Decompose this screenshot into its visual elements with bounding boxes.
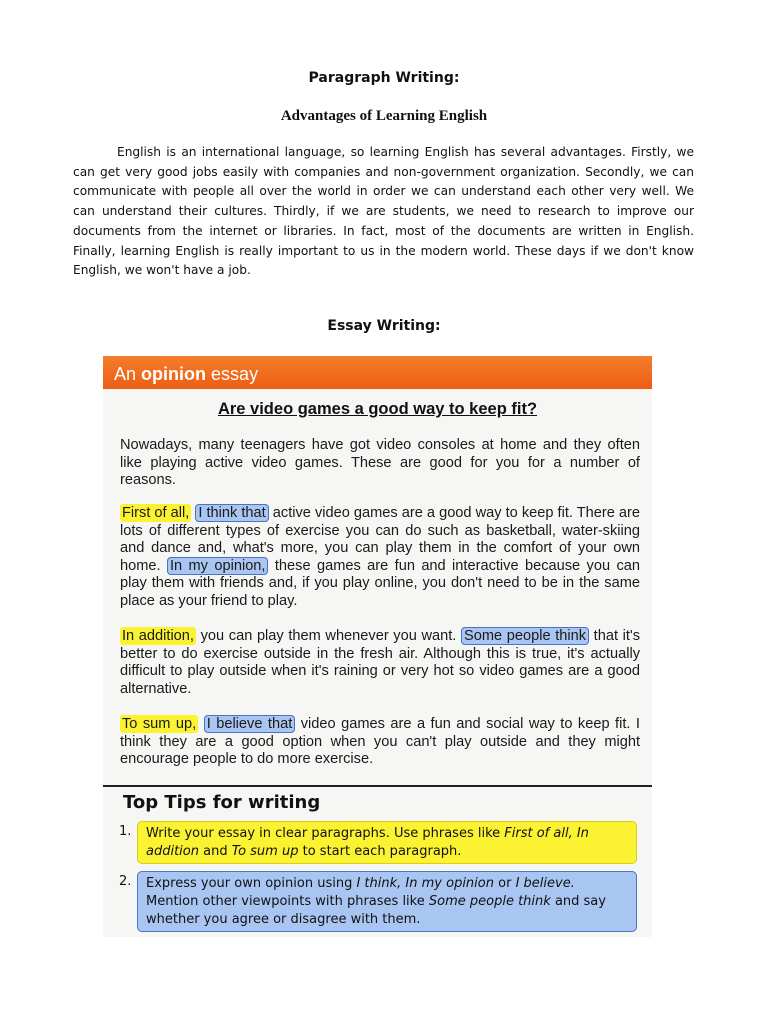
tips-heading: Top Tips for writing [123, 792, 321, 813]
tip-example-phrase: I think, In my opinion [356, 876, 494, 891]
banner-bold-word: opinion [141, 364, 207, 384]
essay-paragraph-2 [120, 505, 640, 611]
highlight-i-think-that: I think that [195, 504, 268, 522]
top-tips-section [103, 787, 652, 937]
tip-text: and [203, 844, 228, 859]
essay-heading: Essay Writing: [327, 318, 441, 334]
highlight-first-of-all: First of all, [122, 505, 190, 521]
tip-1-box [137, 821, 637, 864]
opinion-essay-card [103, 356, 652, 786]
highlight-some-people-think: Some people think [461, 627, 589, 645]
tip-example-phrase: To sum up [231, 844, 299, 859]
tip-number: 2. [119, 874, 132, 889]
essay-text: video games are a fun and social way to keep fit. I think they are a good option when you can't play outside and they might encourage people to do more exercise. [120, 716, 640, 768]
tip-text: and say whether you agree or disagree with them. [146, 894, 606, 927]
tip-example-phrase: Some people think [428, 894, 551, 909]
banner-prefix: An [114, 364, 137, 384]
tip-text: to start each paragraph. [302, 844, 462, 859]
highlight-in-addition: In addition, [122, 628, 194, 644]
tip-example-phrase: I believe. [515, 876, 575, 891]
tip-text: Write your essay in clear paragraphs. Use phrases like [146, 826, 501, 841]
tip-number: 1. [119, 824, 132, 839]
essay-paragraph-intro: Nowadays, many teenagers have got video consoles at home and they often like playing active video games. These are good for you for a number of reasons. [120, 437, 640, 489]
essay-banner [103, 356, 652, 389]
essay-paragraph-3 [120, 628, 640, 698]
paragraph-heading: Paragraph Writing: [308, 70, 460, 86]
tip-text: Mention other viewpoints with phrases like [146, 894, 425, 909]
highlight-to-sum-up: To sum up, [122, 716, 197, 732]
essay-text: that it's better to do exercise outside in the fresh air. Although this is true, it's actually difficult to play outside when it's raining or very hot so video games are a good alternative. [120, 628, 641, 697]
highlight-in-my-opinion: In my opinion, [167, 557, 269, 575]
tip-text: or [498, 876, 512, 891]
paragraph-title: Advantages of Learning English [280, 108, 488, 124]
banner-suffix: essay [211, 364, 259, 384]
essay-text: active video games are a good way to keep fit. There are lots of different types of exercise you can do such as basketball, water-skiing and dance and, what's more, you can play them in the comfort of your own home. [120, 505, 640, 574]
tip-example-phrase: First of all, In addition [146, 826, 589, 859]
essay-paragraph-conclusion [120, 716, 640, 769]
essay-question: Are video games a good way to keep fit? [217, 400, 538, 418]
tip-text: Express your own opinion using [146, 876, 353, 891]
essay-text: you can play them whenever you want. [200, 628, 457, 644]
paragraph-body: English is an international language, so learning English has several advantages. Firstly, we can get very good jobs easily with companies and non-government organization. Secondly, we can communicate with people all over the world in order we can understand each other very well. We can understand their cultures. Thirdly, if we are students, we need to research to improve our documents from the internet or libraries. In fact, most of the documents are written in English. Finally, learning English is really important to us in the modern world. These days if we don't know English, we won't have a job. [73, 145, 694, 278]
tip-2-box [137, 871, 637, 932]
essay-text: these games are fun and interactive because you can play them with friends and, if you play online, you don't need to be in the same place as your friend to play. [120, 557, 640, 609]
highlight-i-believe-that: I believe that [204, 715, 296, 733]
